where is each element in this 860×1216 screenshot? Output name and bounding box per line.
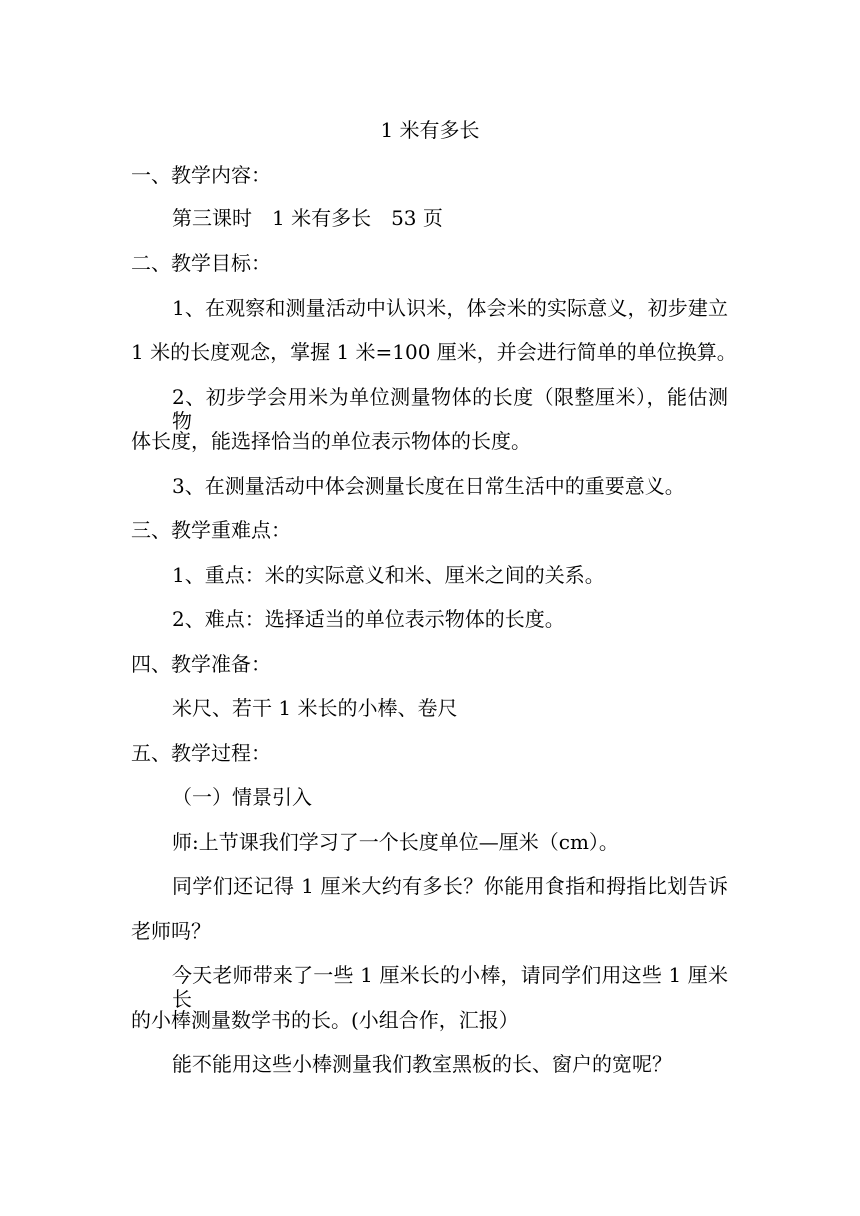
section-heading-content: 一、教学内容： bbox=[131, 163, 271, 187]
section-heading-goals: 二、教学目标： bbox=[131, 251, 271, 275]
difficulty: 2、难点：选择适当的单位表示物体的长度。 bbox=[172, 607, 565, 631]
section-heading-process: 五、教学过程： bbox=[131, 741, 271, 765]
process-paragraph-1: 师:上节课我们学习了一个长度单位—厘米（cm）。 bbox=[172, 830, 619, 854]
process-paragraph-4: 能不能用这些小棒测量我们教室黑板的长、窗户的宽呢？ bbox=[172, 1052, 672, 1076]
process-paragraph-2-line-1: 同学们还记得 1 厘米大约有多长？你能用食指和拇指比划告诉 bbox=[172, 874, 728, 898]
document-title: 1 米有多长 bbox=[380, 118, 480, 142]
process-paragraph-2-line-2: 老师吗？ bbox=[131, 919, 211, 943]
lesson-info: 第三课时 1 米有多长 53 页 bbox=[172, 206, 443, 230]
process-subheading: （一）情景引入 bbox=[172, 785, 312, 809]
goal-2-line-1: 2、初步学会用米为单位测量物体的长度（限整厘米），能估测物 bbox=[172, 385, 728, 433]
section-heading-key-points: 三、教学重难点： bbox=[131, 518, 291, 542]
goal-3: 3、在测量活动中体会测量长度在日常生活中的重要意义。 bbox=[172, 474, 685, 498]
goal-1-line-2: 1 米的长度观念，掌握 1 米=100 厘米，并会进行简单的单位换算。 bbox=[131, 340, 737, 364]
goal-1-line-1: 1、在观察和测量活动中认识米，体会米的实际意义，初步建立 bbox=[172, 296, 728, 320]
key-point: 1、重点：米的实际意义和米、厘米之间的关系。 bbox=[172, 563, 605, 587]
process-paragraph-3-line-1: 今天老师带来了一些 1 厘米长的小棒，请同学们用这些 1 厘米长 bbox=[172, 963, 728, 1011]
preparation-items: 米尺、若干 1 米长的小棒、卷尺 bbox=[172, 696, 458, 720]
section-heading-preparation: 四、教学准备： bbox=[131, 652, 271, 676]
goal-2-line-2: 体长度，能选择恰当的单位表示物体的长度。 bbox=[131, 429, 531, 453]
process-paragraph-3-line-2: 的小棒测量数学书的长。(小组合作，汇报） bbox=[131, 1008, 519, 1032]
